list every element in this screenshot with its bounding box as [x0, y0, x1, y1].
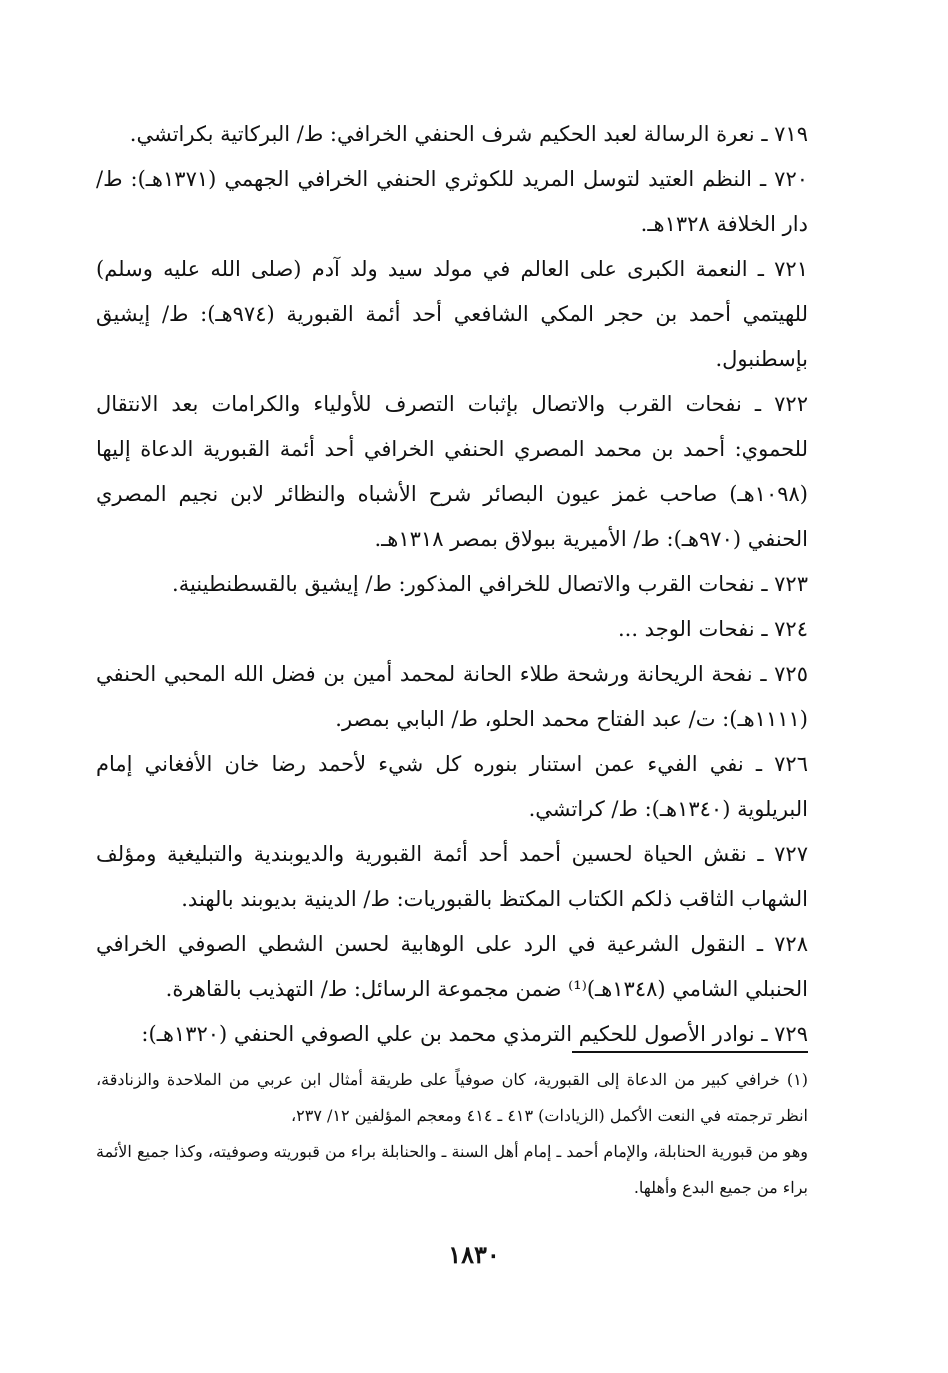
entry-text: ٧٢٣ ـ نفحات القرب والاتصال للخرافي المذكور: ط/ إيشيق بالقسطنطينية. — [172, 572, 808, 596]
entry-text: ٧٢٧ ـ نقش الحياة لحسين أحمد أحد أئمة القبورية والديوبندية والتبليغية ومؤلف الشهاب الثاقب ذلكم الكتاب المكتظ بالقبوريات: ط/ الدينية بديوبند بالهند. — [96, 842, 808, 911]
entry-725 — [96, 652, 808, 742]
entry-719 — [96, 112, 808, 157]
entry-727 — [96, 832, 808, 922]
footnote-1-continued: وهو من قبورية الحنابلة، والإمام أحمد ـ إمام أهل السنة ـ والحنابلة براء من قبوريته وصوفيته، وكذا جميع الأئمة براء من جميع البدع وأهلها. — [96, 1142, 808, 1197]
entry-722 — [96, 382, 808, 562]
page-number: ١٨٣٠ — [448, 1240, 500, 1269]
entry-text: ٧٢٤ ـ نفحات الوجد ... — [617, 617, 808, 641]
footnote-separator — [572, 1051, 808, 1053]
entry-723 — [96, 562, 808, 607]
entry-text: ٧٢٠ ـ النظم العتيد لتوسل المريد للكوثري الحنفي الخرافي الجهمي (١٣٧١هـ): ط/ دار الخلافة ١٣٢٨هـ. — [96, 167, 809, 236]
entry-text: ٧٢١ ـ النعمة الكبرى على العالم في مولد سيد ولد آدم (صلى الله عليه وسلم) للهيتمي أحمد بن حجر المكي الشافعي أحد أئمة القبورية (٩٧٤هـ): ط/ إيشيق بإسطنبول. — [96, 257, 808, 371]
entry-724 — [96, 607, 808, 652]
entry-726 — [96, 742, 808, 832]
entry-721 — [96, 247, 808, 382]
entry-text: ٧٢٥ ـ نفحة الريحانة ورشحة طلاء الحانة لمحمد أمين بن فضل الله المحبي الحنفي (١١١١هـ): ت/ عبد الفتاح محمد الحلو، ط/ البابي بمصر. — [96, 662, 808, 731]
bibliography-entries — [96, 112, 808, 1057]
footnote-1: (١) خرافي كبير من الدعاة إلى القبورية، كان صوفياً على طريقة أمثال ابن عربي من الملاحدة والزنادقة، انظر ترجمته في النعت الأكمل (الزيادات) ٤١٣ ـ ٤١٤ ومعجم المؤلفين ١٢/ ٢٣٧، — [96, 1070, 808, 1125]
footnotes — [96, 1062, 808, 1206]
entry-text: ٧٢٩ ـ نوادر الأصول للحكيم الترمذي محمد بن علي الصوفي الحنفي (١٣٢٠هـ): — [141, 1022, 808, 1046]
entry-text: ٧٢٨ ـ النقول الشرعية في الرد على الوهابية لحسن الشطي الصوفي الخرافي الحنبلي الشامي (١٣٤٨هـ)⁽¹⁾ ضمن مجموعة الرسائل: ط/ التهذيب بالقاهرة. — [96, 932, 808, 1001]
entry-text: ٧١٩ ـ نعرة الرسالة لعبد الحكيم شرف الحنفي الخرافي: ط/ البركاتية بكراتشي. — [129, 122, 808, 146]
entry-728 — [96, 922, 808, 1012]
entry-text: ٧٢٦ ـ نفي الفيء عمن استنار بنوره كل شيء لأحمد رضا خان الأفغاني إمام البريلوية (١٣٤٠هـ): ط/ كراتشي. — [96, 752, 808, 821]
entry-720 — [96, 157, 808, 247]
entry-text: ٧٢٢ ـ نفحات القرب والاتصال بإثبات التصرف للأولياء والكرامات بعد الانتقال للحموي: أحمد بن محمد المصري الحنفي الخرافي أحد أئمة القبورية الدعاة إليها (١٠٩٨هـ) صاحب غمز عيون البصائر شرح الأشباه والنظائر لابن نجيم المصري الحنفي (٩٧٠هـ): ط/ الأميرية ببولاق بمصر ١٣١٨هـ. — [96, 392, 808, 551]
